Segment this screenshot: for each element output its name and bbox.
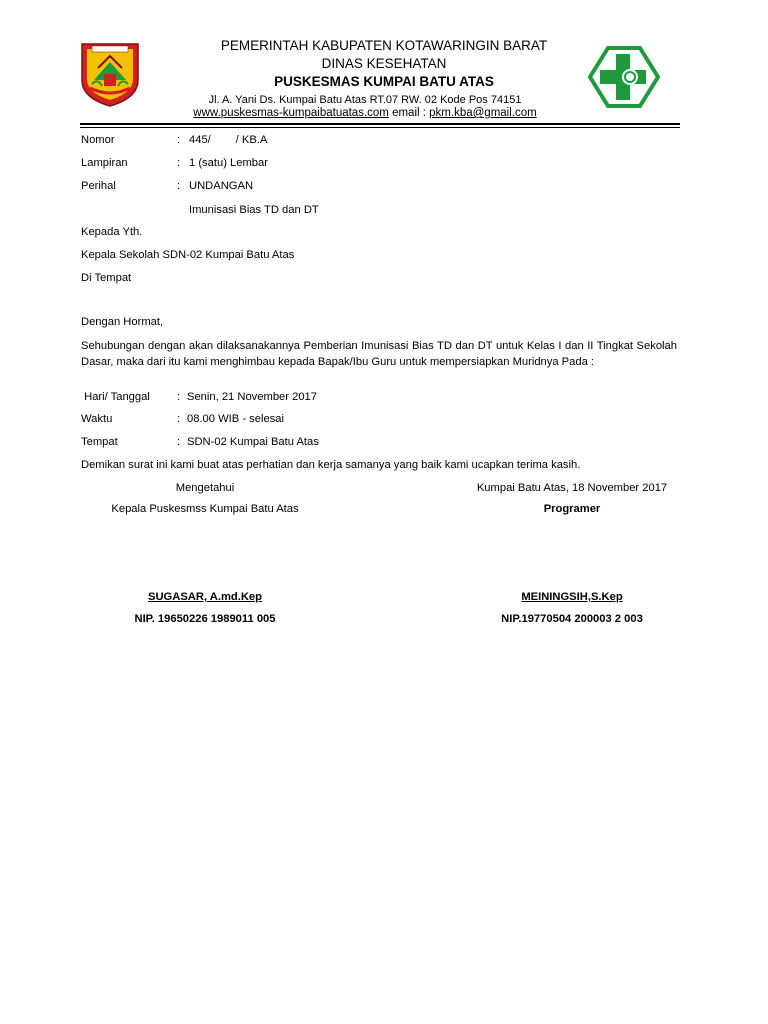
left-sign-nip: NIP. 19650226 1989011 005 <box>134 613 276 625</box>
recipient-place: Di Tempat <box>81 272 132 284</box>
lampiran-label: Lampiran <box>81 157 128 169</box>
waktu-value: 08.00 WIB - selesai <box>187 413 285 425</box>
website-link[interactable]: www.puskesmas-kumpaibatuatas.com <box>193 107 389 119</box>
tempat-value: SDN-02 Kumpai Batu Atas <box>187 436 319 448</box>
header-address: Jl. A. Yani Ds. Kumpai Batu Atas RT.07 RW. 02 Kode Pos 74151 <box>208 94 522 106</box>
tempat-colon: : <box>177 436 181 448</box>
closing-sentence: Demikan surat ini kami buat atas perhatian dan kerja samanya yang baik kami ucapkan terima kasih. <box>81 459 581 471</box>
right-sign-nip: NIP.19770504 200003 2 003 <box>501 613 643 625</box>
perihal-subject: Imunisasi Bias TD dan DT <box>189 204 319 216</box>
header-government: PEMERINTAH KABUPATEN KOTAWARINGIN BARAT <box>220 38 548 53</box>
recipient: Kepala Sekolah SDN-02 Kumpai Batu Atas <box>81 249 295 261</box>
right-sign-title: Programer <box>543 503 601 515</box>
hari-value: Senin, 21 November 2017 <box>187 391 317 403</box>
right-sign-name: MEININGSIH,S.Kep <box>521 591 623 603</box>
nomor-value: 445/ / KB.A <box>189 134 268 146</box>
greeting: Dengan Hormat, <box>81 316 164 328</box>
waktu-colon: : <box>177 413 181 425</box>
email-link[interactable]: pkm.kba@gmail.com <box>429 107 537 119</box>
lampiran-value: 1 (satu) Lembar <box>189 157 268 169</box>
tempat-label: Tempat <box>81 436 118 448</box>
nomor-label: Nomor <box>81 134 115 146</box>
left-sign-heading: Mengetahui <box>175 482 235 494</box>
email-label: email : <box>388 107 430 119</box>
nomor-colon: : <box>177 134 181 146</box>
perihal-colon: : <box>177 180 181 192</box>
header-contact <box>0 107 730 119</box>
header-divider-thin <box>80 127 680 128</box>
body-paragraph: Sehubungan dengan akan dilaksanakannya Pemberian Imunisasi Bias TD dan DT untuk Kelas I dan II Tingkat Sekolah Dasar, maka dari itu kami menghimbau kepada Bapak/Ibu Guru untuk mempersiapkan Muridnya Pada : <box>81 340 677 368</box>
waktu-label: Waktu <box>81 413 113 425</box>
hari-label: Hari/ Tanggal <box>81 391 150 403</box>
header-divider-thick <box>80 123 680 125</box>
perihal-value: UNDANGAN <box>189 180 254 192</box>
perihal-label: Perihal <box>81 180 116 192</box>
header-department: DINAS KESEHATAN <box>321 56 447 71</box>
right-sign-heading: Kumpai Batu Atas, 18 November 2017 <box>476 482 668 494</box>
left-sign-title: Kepala Puskesmss Kumpai Batu Atas <box>111 503 299 515</box>
lampiran-colon: : <box>177 157 181 169</box>
hari-colon: : <box>177 391 181 403</box>
header-puskesmas: PUSKESMAS KUMPAI BATU ATAS <box>274 74 494 89</box>
left-sign-name: SUGASAR, A.md.Kep <box>148 591 262 603</box>
kepada-yth: Kepada Yth. <box>81 226 143 238</box>
